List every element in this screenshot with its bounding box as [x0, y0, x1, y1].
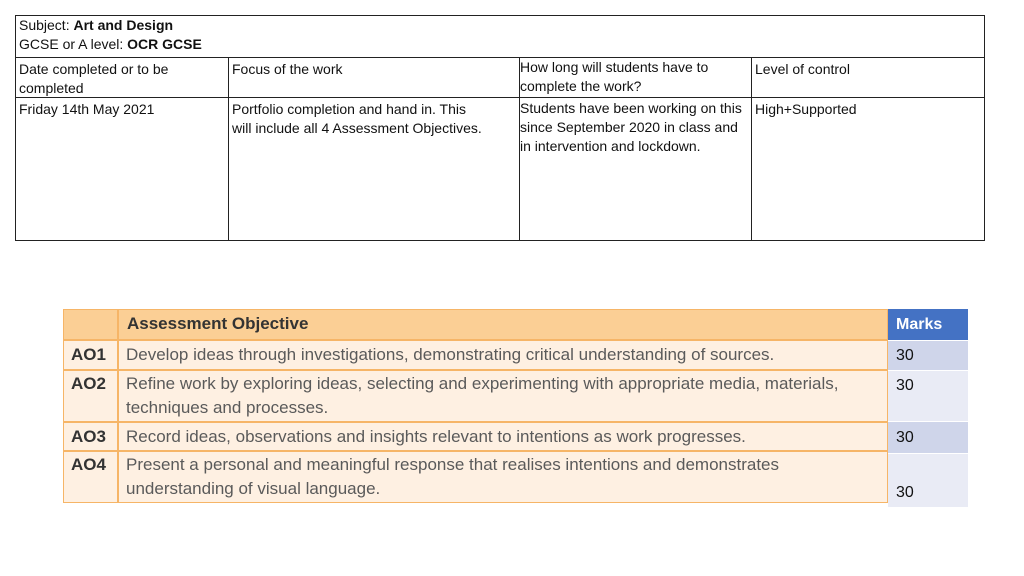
- ao-code: AO2: [71, 374, 106, 393]
- marks-value: 30: [888, 371, 968, 421]
- row-divider: [64, 369, 887, 371]
- subject-line: [16, 16, 984, 35]
- marks-value: 30: [888, 422, 968, 453]
- ao-code: AO1: [71, 345, 106, 364]
- marks-header: Marks: [888, 309, 968, 340]
- marks-value: 30: [888, 454, 968, 507]
- assessment-header: Assessment Objective: [127, 314, 309, 333]
- control-value: High+Supported: [755, 101, 857, 117]
- duration-value: Students have been working on this since September 2020 in class and in intervention and lockdown.: [520, 100, 742, 154]
- info-table: [15, 15, 985, 241]
- ao-text: Present a personal and meaningful response that realises intentions and demonstrates understanding of visual language.: [126, 455, 780, 498]
- focus-value: Portfolio completion and hand in. This will include all 4 Assessment Objectives.: [232, 101, 482, 136]
- marks-value: 30: [888, 341, 968, 370]
- subject-value: Art and Design: [73, 17, 174, 33]
- focus-header: Focus of the work: [232, 61, 343, 77]
- duration-header: How long will students have to complete the work?: [520, 59, 709, 94]
- assessment-objectives-table: [63, 309, 888, 503]
- date-header: Date completed or to be completed: [19, 61, 169, 96]
- level-label: GCSE or A level:: [19, 36, 128, 52]
- level-line: [16, 35, 984, 54]
- ao-text: Develop ideas through investigations, demonstrating critical understanding of sources.: [126, 345, 775, 364]
- level-value: OCR GCSE: [127, 36, 202, 52]
- date-value: Friday 14th May 2021: [19, 101, 155, 117]
- ao-code: AO4: [71, 455, 106, 474]
- ao-code: AO3: [71, 427, 106, 446]
- subject-row: [16, 16, 984, 58]
- ao-text: Refine work by exploring ideas, selecting and experimenting with appropriate media, materials, techniques and processes.: [126, 374, 839, 417]
- row-divider: [64, 450, 887, 452]
- control-header: Level of control: [755, 61, 850, 77]
- ao-text: Record ideas, observations and insights relevant to intentions as work progresses.: [126, 427, 746, 446]
- column-divider: [228, 57, 229, 240]
- row-divider: [64, 421, 887, 423]
- subject-label: Subject:: [19, 17, 74, 33]
